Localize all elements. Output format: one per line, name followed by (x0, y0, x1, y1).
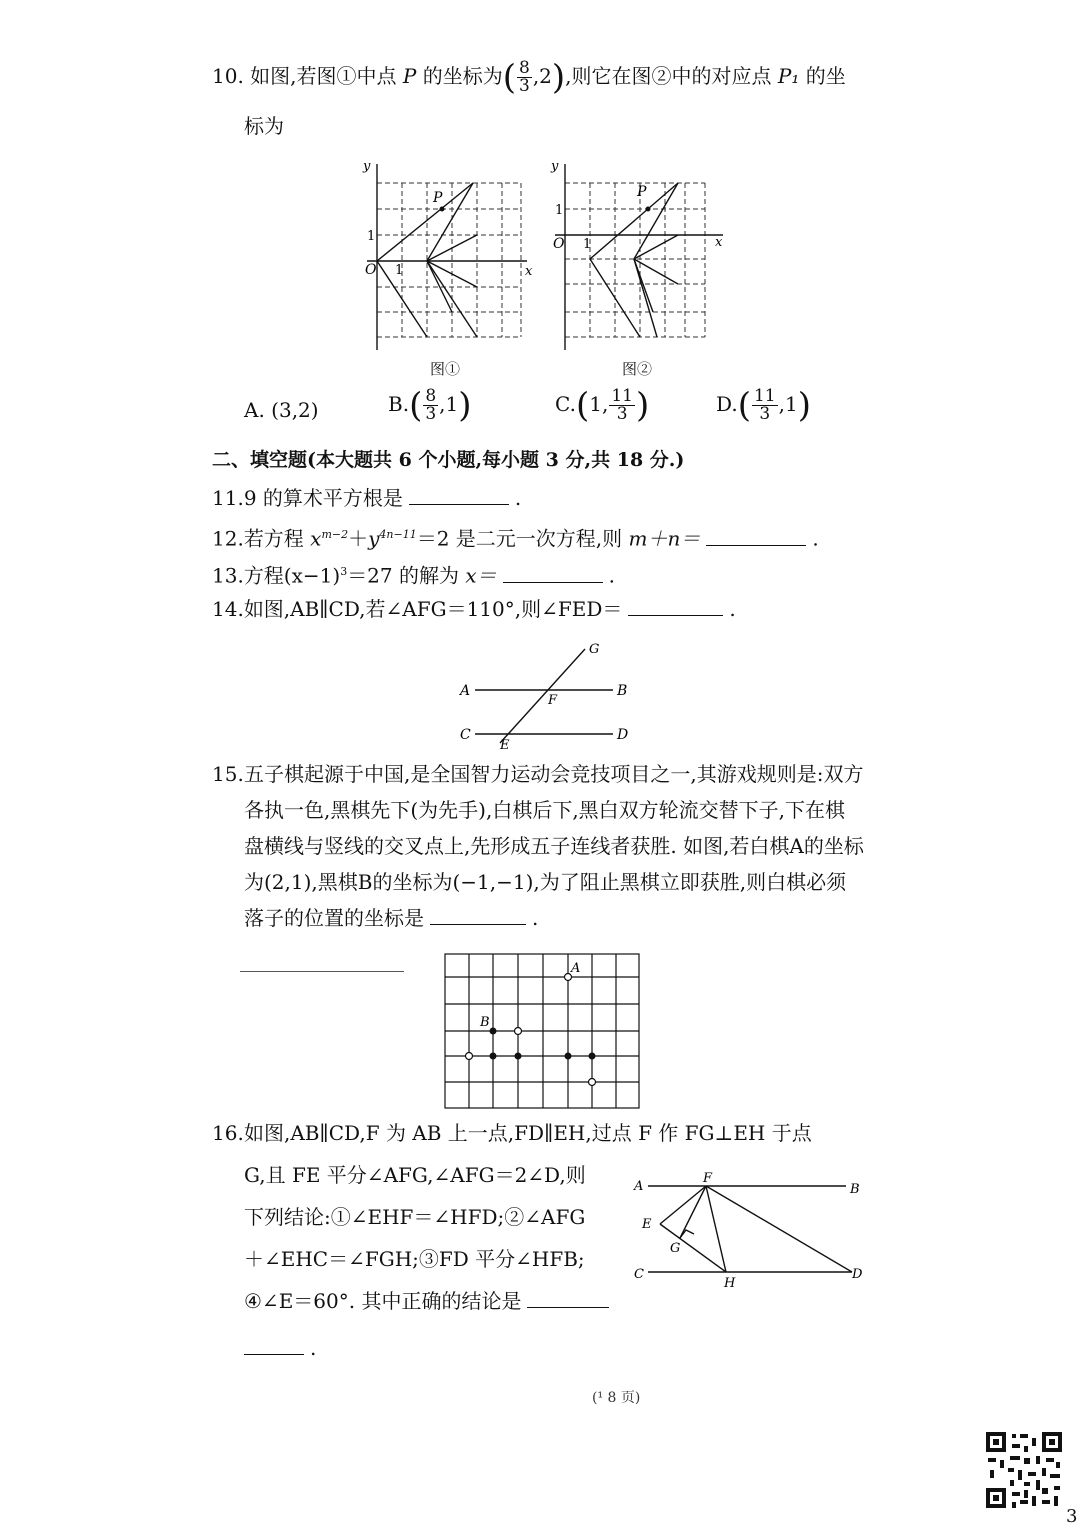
q10-line2: 标为 (244, 114, 284, 138)
q10-line1: 10. 如图,若图①中点 P 的坐标为( $\frac{8}{3}$ ,2),则它在图②中的对应点 P₁ 的坐 (212, 57, 846, 98)
q13: 13.方程$(x-1)^3=27$ 的解为 x＝ . (212, 563, 615, 588)
svg-text:D: D (852, 1267, 863, 1282)
q12: 12.若方程 $x^{m-2}+y^{4n-11}=2$ 是二元一次方程,则 m＋n＝ . (212, 526, 819, 551)
svg-text:A: A (634, 1179, 644, 1194)
svg-text:D: D (617, 727, 629, 743)
q11: 11.9 的算术平方根是 . (212, 486, 522, 510)
q10-frac: $\frac{8}{3}$ (518, 58, 530, 96)
x-axis-label-2: x (715, 235, 723, 250)
q16-line1: 如图,AB∥CD,F 为 AB 上一点,FD∥EH,过点 F 作 FG⊥EH 于点 (244, 1121, 812, 1145)
x-axis-label: x (525, 264, 533, 279)
divider-line (240, 971, 404, 972)
white-stone (515, 1028, 522, 1035)
q15-number: 15. (212, 762, 244, 786)
option-c[interactable]: C.(1, $\frac{11}{3}$ ) (555, 385, 650, 426)
q14: 14.如图,AB∥CD,若∠AFG＝110°,则∠FED＝ . (212, 597, 736, 621)
page-number: (¹ 8 页) (592, 1390, 641, 1406)
q16-line6: . (244, 1336, 316, 1360)
q16-answer-blank[interactable] (527, 1289, 609, 1308)
svg-text:C: C (460, 727, 471, 743)
p-label: P (433, 190, 443, 206)
q15-board (443, 952, 641, 1110)
svg-text:C: C (634, 1267, 644, 1282)
origin-label-2: O (553, 236, 565, 252)
corner-number: 3 (1066, 1506, 1078, 1527)
q16-number: 16. (212, 1121, 244, 1145)
y-axis-label-2: y (551, 159, 559, 174)
q10-figure-2 (545, 152, 730, 357)
fig1-caption: 图① (430, 360, 461, 378)
black-stone (565, 1053, 572, 1060)
svg-text:H: H (724, 1276, 736, 1291)
point-p1 (646, 207, 651, 212)
q16-answer-blank-cont[interactable] (244, 1336, 304, 1355)
section2-title: 二、填空题(本大题共 6 个小题,每小题 3 分,共 18 分.) (212, 449, 685, 471)
svg-text:A: A (460, 683, 471, 699)
q16-line5: ④∠E＝60°. 其中正确的结论是 (244, 1280, 615, 1322)
svg-text:A: A (571, 961, 581, 976)
white-stone (589, 1079, 596, 1086)
q16-figure (628, 1168, 868, 1293)
q15-body: 五子棋起源于中国,是全国智力运动会竞技项目之一,其游戏规则是:双方各执一色,黑棋先下(为先手),白棋后下,黑白双方轮流交替下子,下在棋盘横线与竖线的交叉点上,先形成五子连线者获胜. 如图,若白棋A的坐标为(2,1),黑棋B的坐标为(−1,−1),为了阻止黑棋立即获胜,则白棋必须落子的位置的坐标是 . (244, 762, 864, 930)
black-stone (490, 1053, 497, 1060)
q16-line3: 下列结论:①∠EHF＝∠HFD;②∠AFG (244, 1205, 586, 1229)
y-axis-label: y (363, 159, 371, 174)
svg-text:B: B (617, 683, 628, 699)
point-p (440, 207, 445, 212)
svg-text:B: B (850, 1182, 860, 1197)
y-one-label-2: 1 (555, 203, 564, 218)
svg-text:F: F (703, 1171, 713, 1186)
black-stone (490, 1028, 497, 1035)
q14-answer-blank[interactable] (628, 597, 723, 616)
q16-line2: G,且 FE 平分∠AFG,∠AFG＝2∠D,则 (244, 1163, 586, 1187)
q15-answer-blank[interactable] (430, 906, 526, 925)
x-one-label-2: 1 (583, 237, 592, 252)
black-stone (515, 1053, 522, 1060)
white-stone (466, 1053, 473, 1060)
x-one-label: 1 (395, 263, 404, 278)
p-label-2: P (637, 184, 647, 200)
q13-answer-blank[interactable] (503, 564, 603, 583)
svg-text:E: E (642, 1217, 652, 1232)
option-b[interactable]: B.( $\frac{8}{3}$ ,1) (388, 385, 472, 426)
q16-line4: ＋∠EHC＝∠FGH;③FD 平分∠HFB; (244, 1247, 585, 1271)
svg-text:E: E (500, 738, 510, 753)
svg-text:F: F (548, 693, 558, 708)
y-one-label: 1 (367, 229, 376, 244)
q10-number: 10. (212, 64, 244, 88)
q12-answer-blank[interactable] (706, 527, 806, 546)
q11-answer-blank[interactable] (409, 486, 509, 505)
option-d[interactable]: D.( $\frac{11}{3}$ ,1) (716, 385, 811, 426)
origin-label: O (365, 262, 377, 278)
svg-text:G: G (589, 642, 600, 657)
option-a[interactable]: A. (3,2) (244, 398, 319, 422)
q14-figure (455, 635, 640, 755)
black-stone (589, 1053, 596, 1060)
q10-figure-1 (355, 152, 545, 357)
svg-text:B: B (480, 1015, 490, 1030)
qr-code-icon (984, 1430, 1064, 1510)
svg-text:G: G (670, 1241, 681, 1256)
fig2-caption: 图② (622, 360, 653, 378)
